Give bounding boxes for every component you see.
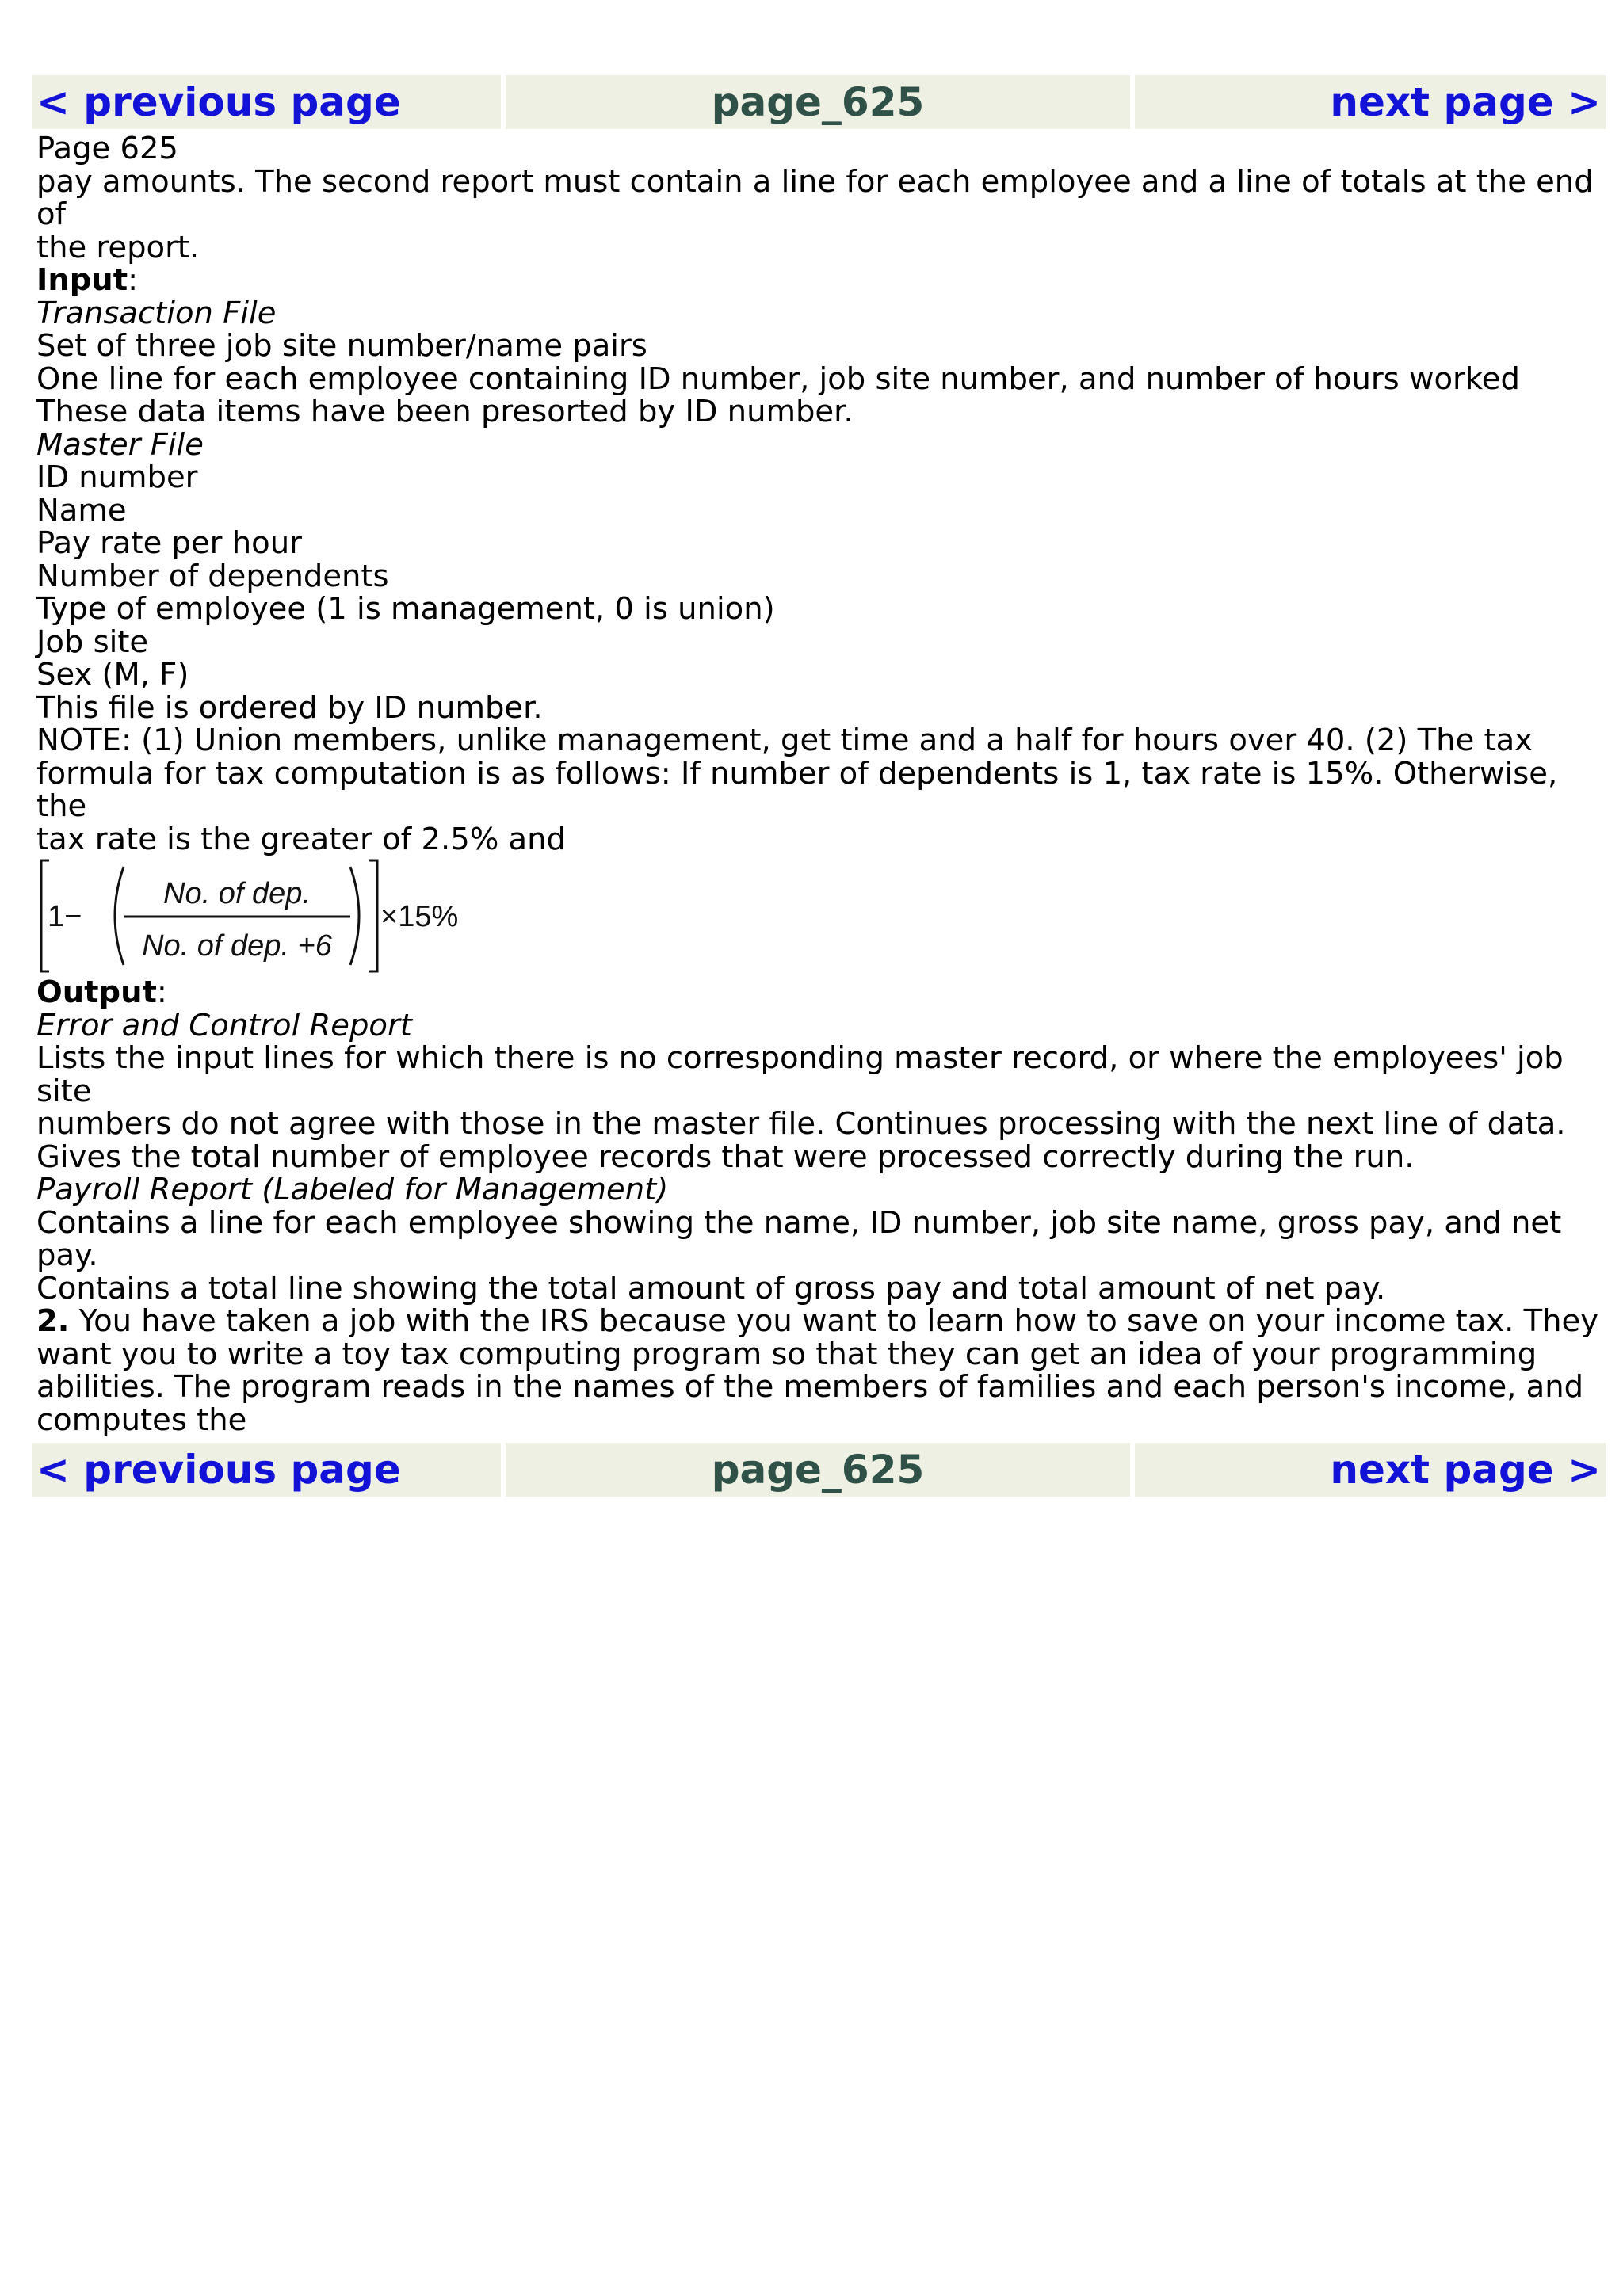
- transaction-line: Set of three job site number/name pairs: [36, 328, 647, 364]
- page-content: [32, 129, 1606, 1436]
- master-field: Job site: [36, 624, 149, 660]
- note-line: formula for tax computation is as follows: If number of dependents is 1, tax rate is 15%. Otherwise, the: [36, 755, 1558, 824]
- formula-denominator: No. of dep. +6: [142, 929, 332, 963]
- output-heading: Output: [36, 974, 157, 1010]
- error-report-line: Lists the input lines for which there is no corresponding master record, or where the employees' job site: [36, 1040, 1564, 1109]
- master-order-note: This file is ordered by ID number.: [36, 689, 543, 726]
- intro-text-line: the report.: [36, 229, 200, 265]
- next-page-link[interactable]: next page >: [1135, 75, 1606, 129]
- master-field: Sex (M, F): [36, 657, 189, 692]
- page-number: Page 625: [36, 131, 178, 166]
- transaction-file-title: Transaction File: [36, 295, 277, 331]
- next-page-link[interactable]: next page >: [1135, 1443, 1606, 1497]
- page-indicator: page_625: [506, 75, 1130, 129]
- page-indicator: page_625: [506, 1443, 1130, 1497]
- note-line: tax rate is the greater of 2.5% and: [36, 821, 566, 857]
- formula-one-minus: 1−: [48, 900, 82, 933]
- error-report-title: Error and Control Report: [36, 1007, 412, 1043]
- input-heading-colon: :: [128, 262, 139, 298]
- master-field: Name: [36, 492, 127, 528]
- problem-2-line: want you to write a toy tax computing program so that they can get an idea of your programming: [36, 1336, 1537, 1372]
- payroll-report-line: Contains a total line showing the total amount of gross pay and total amount of net pay.: [36, 1270, 1386, 1306]
- document-page: [32, 75, 1606, 1497]
- error-report-line: numbers do not agree with those in the master file. Continues processing with the next line of data.: [36, 1106, 1566, 1142]
- formula-multiplier: ×15%: [380, 900, 459, 933]
- input-heading: Input: [36, 262, 128, 298]
- output-heading-line: [36, 976, 1606, 1009]
- top-navigation-bar: [32, 75, 1606, 129]
- master-field: Number of dependents: [36, 558, 389, 594]
- tax-formula: [38, 856, 482, 976]
- problem-2-line: [36, 1305, 1606, 1338]
- output-heading-colon: :: [156, 974, 167, 1010]
- bottom-navigation-bar: [32, 1443, 1606, 1497]
- formula-numerator: No. of dep.: [163, 877, 311, 910]
- note-line: NOTE: (1) Union members, unlike management, get time and a half for hours over 40. (2) The tax: [36, 723, 1533, 758]
- master-field: Pay rate per hour: [36, 525, 302, 561]
- previous-page-link[interactable]: < previous page: [32, 75, 501, 129]
- problem-2-line: abilities. The program reads in the names of the members of families and each person's income, and: [36, 1369, 1584, 1405]
- payroll-report-title: Payroll Report (Labeled for Management): [36, 1172, 669, 1207]
- error-report-line: Gives the total number of employee records that were processed correctly during the run.: [36, 1138, 1415, 1175]
- transaction-line: These data items have been presorted by ID number.: [36, 394, 854, 429]
- transaction-line: One line for each employee containing ID number, job site number, and number of hours worked: [36, 360, 1520, 397]
- intro-text-line: pay amounts. The second report must contain a line for each employee and a line of totals at the end of: [36, 163, 1594, 232]
- master-field: Type of employee (1 is management, 0 is union): [36, 591, 775, 627]
- problem-2-line: computes the: [36, 1402, 247, 1438]
- problem-2-text: You have taken a job with the IRS because you want to learn how to save on your income tax. They: [69, 1303, 1599, 1339]
- input-heading-line: [36, 264, 1606, 297]
- payroll-report-line: Contains a line for each employee showing the name, ID number, job site name, gross pay, and net pay.: [36, 1204, 1562, 1273]
- master-file-title: Master File: [36, 426, 204, 463]
- problem-2-number: 2.: [36, 1303, 70, 1339]
- master-field: ID number: [36, 460, 198, 495]
- previous-page-link[interactable]: < previous page: [32, 1443, 501, 1497]
